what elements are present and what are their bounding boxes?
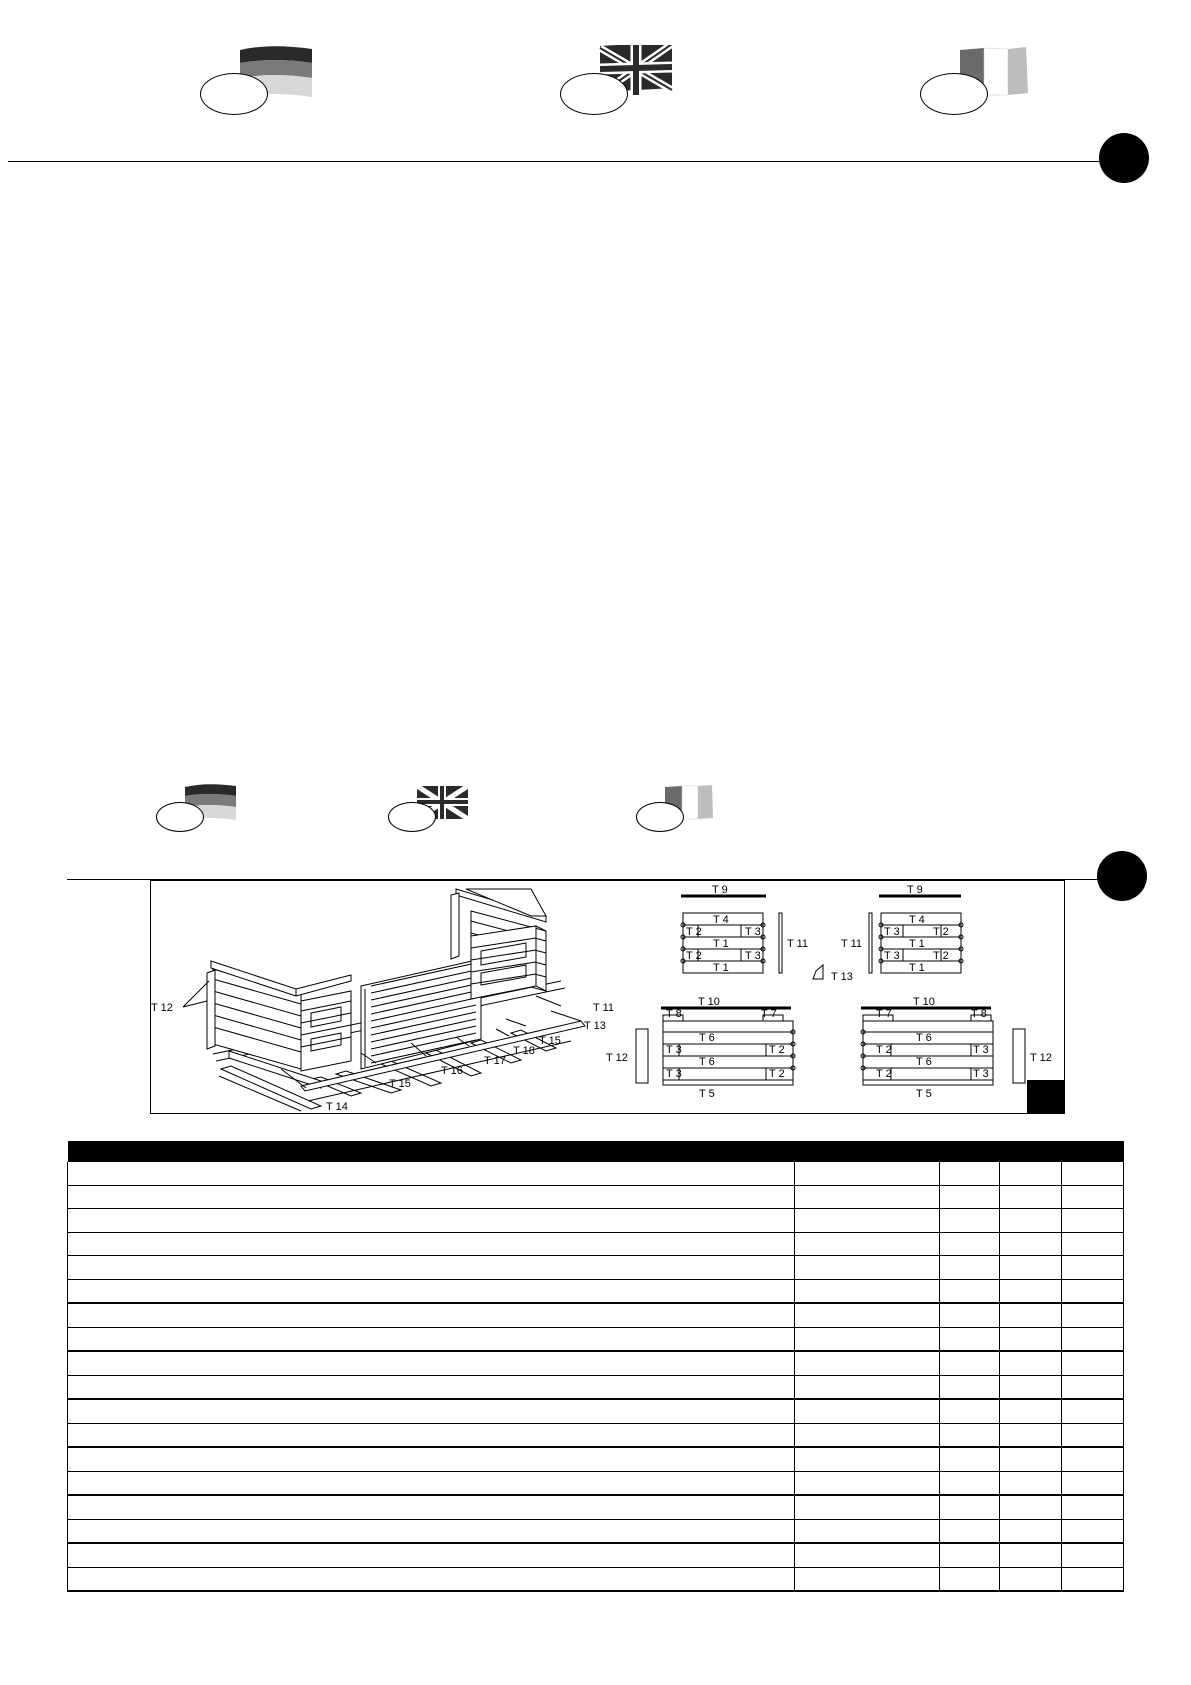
label-t13-bracket: T 13	[831, 971, 853, 983]
assembly-diagram	[150, 880, 1065, 1114]
label-t2-c2: T 2	[769, 1068, 785, 1080]
label-t15-upper: T 15	[539, 1035, 561, 1047]
label-t16: T 16	[441, 1065, 463, 1077]
table-cell	[795, 1351, 940, 1375]
table-cell	[68, 1351, 795, 1375]
label-t11-left: T 11	[593, 1002, 614, 1014]
page-marker-dot-top	[1099, 133, 1149, 183]
label-t13-left: T 13	[584, 1020, 606, 1032]
table-cell	[68, 1327, 795, 1351]
label-t12-left: T 12	[151, 1002, 173, 1014]
table-cell	[1062, 1519, 1124, 1543]
table-cell	[1062, 1303, 1124, 1327]
label-t3-a2: T 3	[745, 950, 761, 962]
label-t6-b2: T 6	[916, 1056, 932, 1068]
section-divider-top	[8, 161, 1118, 162]
table-cell	[68, 1399, 795, 1423]
table-cell	[795, 1471, 940, 1495]
table-cell	[68, 1471, 795, 1495]
table-cell	[1062, 1399, 1124, 1423]
table-cell	[1000, 1162, 1062, 1185]
table-cell	[1062, 1162, 1124, 1185]
label-t17: T 17	[484, 1055, 506, 1067]
table-cell	[1000, 1279, 1062, 1303]
table-cell	[940, 1327, 1000, 1351]
language-oval	[200, 73, 268, 115]
table-row	[68, 1232, 1124, 1256]
table-cell	[68, 1543, 795, 1567]
table-cell	[940, 1447, 1000, 1471]
flag-german-top	[200, 45, 320, 115]
label-t2-b2: T 2	[933, 950, 949, 962]
table-cell	[1062, 1256, 1124, 1280]
label-t7-a: T 7	[761, 1008, 777, 1020]
flag-german-bottom	[156, 783, 246, 833]
flag-french-bottom	[636, 783, 726, 833]
table-cell	[68, 1232, 795, 1256]
label-t3-b2: T 3	[884, 950, 900, 962]
table-cell	[1000, 1399, 1062, 1423]
table-cell	[940, 1471, 1000, 1495]
table-cell	[940, 1209, 1000, 1233]
table-cell	[795, 1185, 940, 1209]
label-t3-b1: T 3	[884, 926, 900, 938]
label-t14: T 14	[326, 1101, 348, 1113]
table-cell	[795, 1519, 940, 1543]
table-cell	[68, 1185, 795, 1209]
table-row	[68, 1567, 1124, 1591]
table-cell	[1062, 1471, 1124, 1495]
table-row	[68, 1399, 1124, 1423]
table-cell	[1000, 1543, 1062, 1567]
table-cell	[1000, 1471, 1062, 1495]
table-cell	[795, 1256, 940, 1280]
table-cell	[68, 1495, 795, 1519]
label-t1-a2: T 1	[713, 962, 729, 974]
table-cell	[940, 1232, 1000, 1256]
table-cell	[1000, 1209, 1062, 1233]
table-cell	[1062, 1543, 1124, 1567]
table-row	[68, 1375, 1124, 1399]
label-t2-c1: T 2	[769, 1044, 785, 1056]
table-row	[68, 1256, 1124, 1280]
label-t1-b1: T 1	[909, 938, 925, 950]
table-cell	[795, 1209, 940, 1233]
table-cell	[1000, 1327, 1062, 1351]
table-cell	[1000, 1375, 1062, 1399]
table-cell	[795, 1279, 940, 1303]
table-cell	[940, 1519, 1000, 1543]
label-t5-a: T 5	[699, 1088, 715, 1100]
label-t2-d2: T 2	[876, 1068, 892, 1080]
table-cell	[940, 1351, 1000, 1375]
table-cell	[940, 1399, 1000, 1423]
table-row	[68, 1471, 1124, 1495]
table-cell	[1062, 1279, 1124, 1303]
table-row	[68, 1279, 1124, 1303]
table-header	[68, 1141, 1124, 1162]
label-t3-d1: T 3	[973, 1044, 989, 1056]
label-t2-a1: T 2	[686, 926, 702, 938]
parts-list-table	[67, 1141, 1124, 1592]
table-row	[68, 1519, 1124, 1543]
flag-french-top	[920, 45, 1040, 115]
table-cell	[795, 1162, 940, 1185]
label-t2-b1: T 2	[933, 926, 949, 938]
table-cell	[795, 1399, 940, 1423]
label-t3-c1: T 3	[666, 1044, 682, 1056]
label-t8-b: T 8	[971, 1008, 987, 1020]
table-cell	[1000, 1495, 1062, 1519]
table-cell	[68, 1162, 795, 1185]
label-t9-b: T 9	[907, 884, 923, 896]
label-t4-a: T 4	[713, 914, 729, 926]
table-cell	[68, 1303, 795, 1327]
table-row	[68, 1351, 1124, 1375]
table-cell	[1062, 1447, 1124, 1471]
label-t10-a: T 10	[698, 996, 720, 1008]
label-t6-a2: T 6	[699, 1056, 715, 1068]
table-cell	[1062, 1567, 1124, 1591]
table-row	[68, 1303, 1124, 1327]
table-cell	[940, 1543, 1000, 1567]
table-cell	[795, 1447, 940, 1471]
label-t3-c2: T 3	[666, 1068, 682, 1080]
table-cell	[1062, 1375, 1124, 1399]
table-cell	[795, 1375, 940, 1399]
table-cell	[68, 1375, 795, 1399]
language-oval	[560, 73, 628, 115]
corner-marker	[1027, 1080, 1064, 1113]
table-cell	[1000, 1256, 1062, 1280]
language-oval	[636, 802, 684, 832]
label-t12-right: T 12	[1030, 1052, 1052, 1064]
label-t1-b2: T 1	[909, 962, 925, 974]
label-t2-d1: T 2	[876, 1044, 892, 1056]
table-cell	[1000, 1567, 1062, 1591]
label-t6-a1: T 6	[699, 1032, 715, 1044]
table-cell	[68, 1447, 795, 1471]
label-t1-a1: T 1	[713, 938, 729, 950]
table-cell	[1062, 1351, 1124, 1375]
table-cell	[940, 1567, 1000, 1591]
label-t5-b: T 5	[916, 1088, 932, 1100]
table-row	[68, 1447, 1124, 1471]
language-oval	[920, 73, 988, 115]
table-cell	[795, 1567, 940, 1591]
table-cell	[1062, 1232, 1124, 1256]
table-cell	[68, 1256, 795, 1280]
table-cell	[795, 1423, 940, 1447]
table-cell	[940, 1303, 1000, 1327]
label-t12-mid: T 12	[606, 1052, 628, 1064]
label-t3-d2: T 3	[973, 1068, 989, 1080]
table-row	[68, 1423, 1124, 1447]
table-row	[68, 1209, 1124, 1233]
table-row	[68, 1185, 1124, 1209]
label-t18: T 18	[513, 1045, 535, 1057]
table-cell	[795, 1543, 940, 1567]
table-row	[68, 1543, 1124, 1567]
table-cell	[795, 1303, 940, 1327]
table-cell	[795, 1327, 940, 1351]
label-t11-a: T 11	[787, 938, 808, 950]
table-cell	[795, 1495, 940, 1519]
label-t4-b: T 4	[909, 914, 925, 926]
table-cell	[1000, 1447, 1062, 1471]
label-t3-a1: T 3	[745, 926, 761, 938]
table-cell	[68, 1423, 795, 1447]
table-cell	[68, 1209, 795, 1233]
table-cell	[1000, 1232, 1062, 1256]
table-cell	[1000, 1519, 1062, 1543]
table-cell	[940, 1375, 1000, 1399]
table-cell	[1000, 1423, 1062, 1447]
language-oval	[388, 802, 436, 832]
table-cell	[940, 1256, 1000, 1280]
label-t6-b1: T 6	[916, 1032, 932, 1044]
table-cell	[940, 1185, 1000, 1209]
table-cell	[68, 1279, 795, 1303]
table-row	[68, 1495, 1124, 1519]
label-t7-b: T 7	[876, 1008, 892, 1020]
flag-uk-bottom	[388, 783, 478, 833]
assembly-drawing	[151, 881, 1066, 1115]
table-cell	[940, 1495, 1000, 1519]
label-t9-a: T 9	[712, 884, 728, 896]
flag-uk-top	[560, 45, 680, 115]
language-oval	[156, 802, 204, 832]
table-cell	[795, 1232, 940, 1256]
table-cell	[940, 1423, 1000, 1447]
page-marker-dot-bottom	[1097, 851, 1147, 901]
table-cell	[1000, 1303, 1062, 1327]
label-t11-b: T 11	[841, 938, 862, 950]
table-cell	[1062, 1495, 1124, 1519]
label-t2-a2: T 2	[686, 950, 702, 962]
table-row	[68, 1327, 1124, 1351]
table-cell	[68, 1567, 795, 1591]
table-cell	[1062, 1327, 1124, 1351]
table-cell	[1062, 1185, 1124, 1209]
table-cell	[1062, 1209, 1124, 1233]
table-cell	[940, 1279, 1000, 1303]
table-row	[68, 1162, 1124, 1185]
table-cell	[1000, 1351, 1062, 1375]
table-cell	[68, 1519, 795, 1543]
table-cell	[1000, 1185, 1062, 1209]
label-t10-b: T 10	[913, 996, 935, 1008]
table-cell	[940, 1162, 1000, 1185]
table-cell	[1062, 1423, 1124, 1447]
label-t8-a: T 8	[666, 1008, 682, 1020]
label-t15-lower: T 15	[389, 1078, 411, 1090]
